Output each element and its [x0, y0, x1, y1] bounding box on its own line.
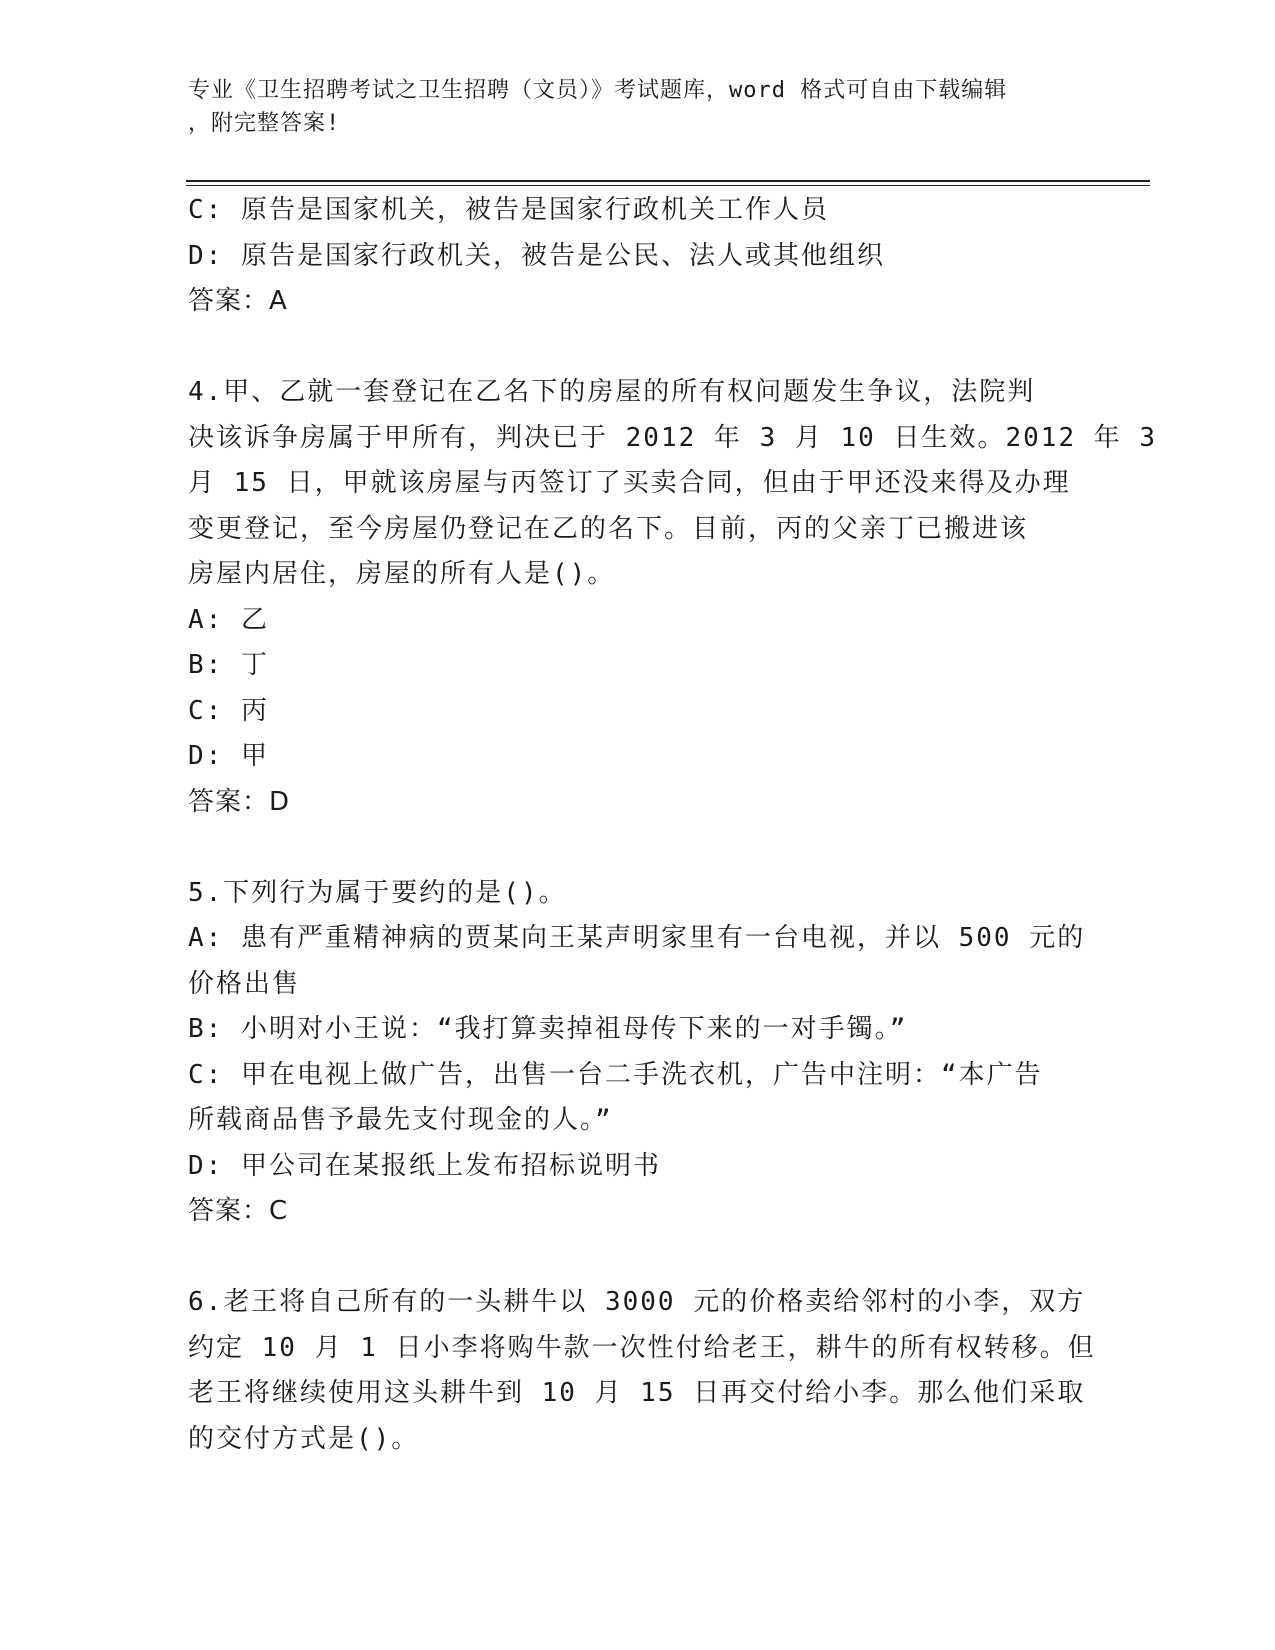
q4-stem-line: 4.甲、乙就一套登记在乙名下的房屋的所有权问题发生争议，法院判: [188, 377, 1036, 407]
q4-stem-line: 房屋内居住，房屋的所有人是()。: [188, 559, 616, 589]
q4-stem-line: 月 15 日，甲就该房屋与丙签订了买卖合同，但由于甲还没来得及办理: [188, 468, 1071, 498]
q5-stem: 5.下列行为属于要约的是()。: [188, 877, 567, 908]
spacer: [188, 1235, 1088, 1281]
page-header: [188, 74, 1068, 140]
q3-option-c: C: 原告是国家机关，被告是国家行政机关工作人员: [188, 195, 829, 225]
q5-option-b: B: 小明对小王说：“我打算卖掉祖母传下来的一对手镯。”: [188, 1014, 908, 1044]
q4-answer: 答案：D: [188, 786, 291, 817]
q5-answer: 答案：C: [188, 1196, 289, 1226]
header-line-2: ，附完整答案!: [188, 111, 341, 136]
spacer: [188, 325, 1088, 371]
q4-option-c: C: 丙: [188, 695, 269, 726]
q5-option-d: D: 甲公司在某报纸上发布招标说明书: [188, 1150, 661, 1181]
q6-stem-line: 6.老王将自己所有的一头耕牛以 3000 元的价格卖给邻村的小李，双方: [188, 1287, 1086, 1317]
question-3: [188, 188, 1088, 325]
header-line-1: 专业《卫生招聘考试之卫生招聘（文员）》考试题库，word 格式可自由下载编辑: [188, 78, 1008, 103]
spacer: [188, 825, 1088, 871]
document-body: [188, 188, 1158, 1462]
header-divider-thick: [186, 180, 1150, 182]
q5-option-c: C: 甲在电视上做广告，出售一台二手洗衣机，广告中注明：“本广告: [188, 1059, 1043, 1090]
q4-stem-line: 变更登记，至今房屋仍登记在乙的名下。目前，丙的父亲丁已搬进该: [188, 513, 1029, 544]
q4-option-a: A: 乙: [188, 604, 269, 635]
question-5: [188, 871, 1088, 1235]
q5-option-a: A: 患有严重精神病的贾某向王某声明家里有一台电视，并以 500 元的: [188, 923, 1086, 953]
q6-stem-line: 老王将继续使用这头耕牛到 10 月 15 日再交付给小李。那么他们采取: [188, 1378, 1086, 1408]
q4-option-b: B: 丁: [188, 650, 269, 680]
q5-option-c-cont: 所载商品售予最先支付现金的人。”: [188, 1105, 613, 1135]
q4-stem-line: 决该诉争房属于甲所有，判决已于 2012 年 3 月 10 日生效。2012 年 3: [188, 422, 1158, 453]
q6-stem-line: 的交付方式是()。: [188, 1423, 420, 1454]
question-4: [188, 370, 1158, 825]
q3-option-d: D: 原告是国家行政机关，被告是公民、法人或其他组织: [188, 240, 885, 271]
q4-option-d: D: 甲: [188, 741, 269, 771]
q5-option-a-cont: 价格出售: [188, 968, 301, 999]
question-6: [188, 1280, 1096, 1462]
header-divider-thin: [186, 185, 1150, 186]
q6-stem-line: 约定 10 月 1 日小李将购牛款一次性付给老王，耕牛的所有权转移。但: [188, 1332, 1096, 1363]
q3-answer: 答案：A: [188, 286, 288, 316]
